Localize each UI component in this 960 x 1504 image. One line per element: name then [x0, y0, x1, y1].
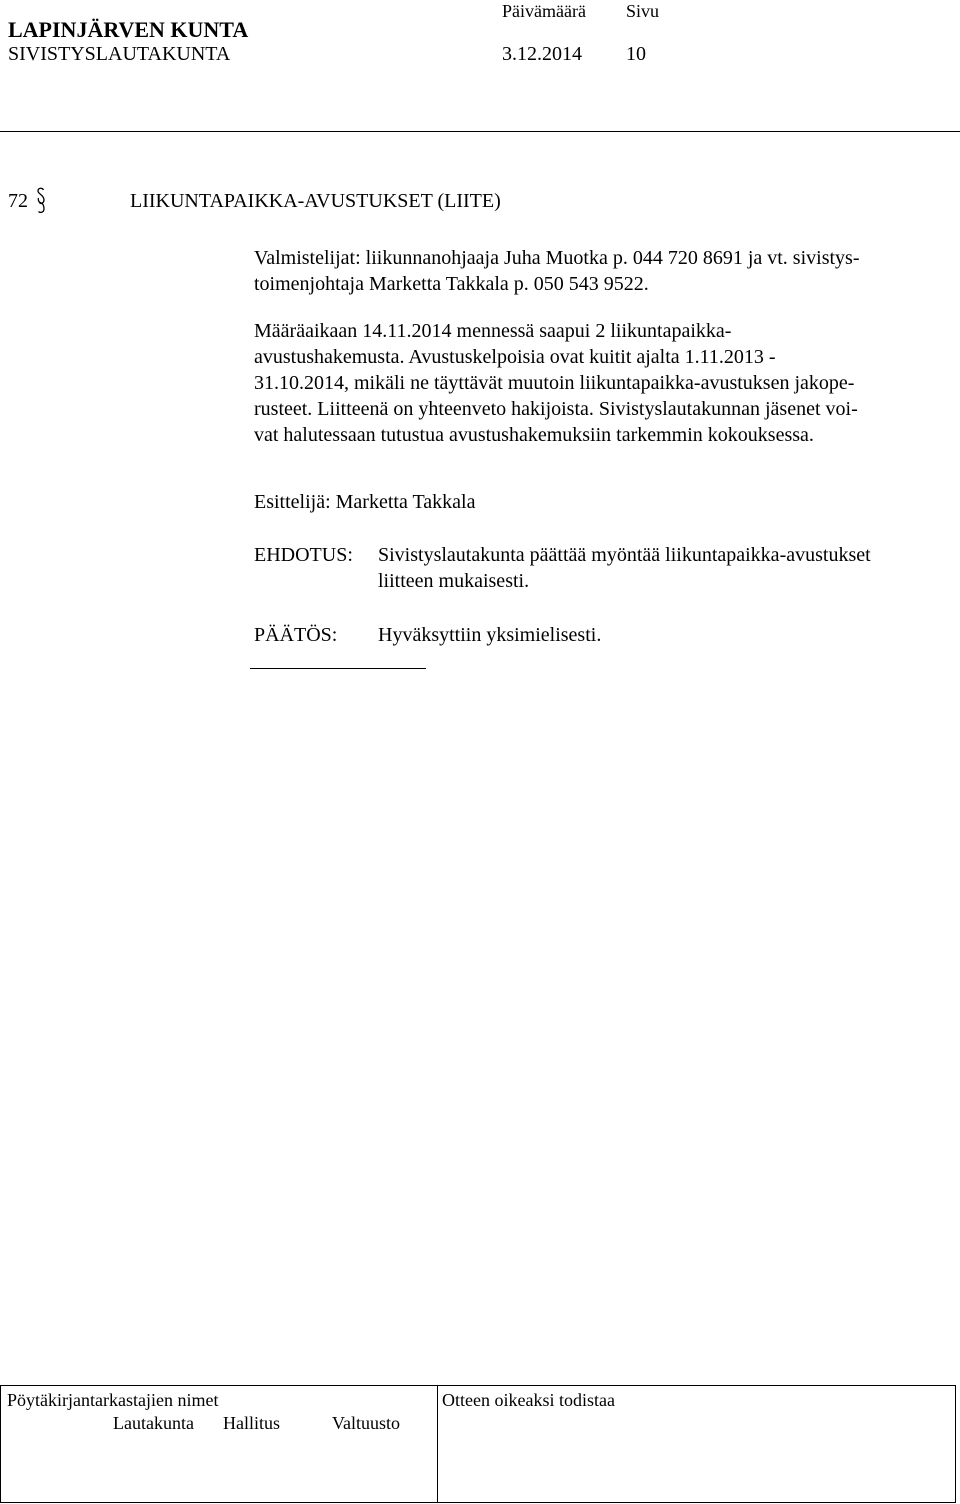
body-line: Määräaikaan 14.11.2014 mennessä saapui 2 liikuntapaikka- — [254, 320, 732, 342]
body-line: rusteet. Liitteenä on yhteenveto hakijoista. Sivistyslautakunnan jäsenet voi- — [254, 398, 858, 420]
department-name: SIVISTYSLAUTAKUNTA — [8, 43, 231, 65]
page-label: Sivu — [626, 1, 660, 21]
proposal-label: EHDOTUS: — [254, 544, 353, 566]
date-label: Päivämäärä — [502, 1, 586, 21]
end-rule — [250, 668, 426, 669]
preparers-paragraph — [254, 245, 954, 297]
footer-box — [0, 1385, 956, 1503]
certified-label: Otteen oikeaksi todistaa — [442, 1390, 615, 1410]
presenter: Esittelijä: Marketta Takkala — [254, 491, 476, 513]
organization-name: LAPINJÄRVEN KUNTA — [8, 17, 249, 42]
checkers-label: Pöytäkirjantarkastajien nimet — [7, 1390, 219, 1410]
decision-label: PÄÄTÖS: — [254, 624, 338, 646]
section-sign-icon — [36, 186, 46, 216]
decision-text: Hyväksyttiin yksimielisesti. — [378, 624, 602, 646]
council-label: Valtuusto — [332, 1413, 401, 1433]
document-date: 3.12.2014 — [502, 43, 582, 65]
page-number: 10 — [626, 43, 646, 65]
header-divider — [0, 131, 960, 132]
section-number: 72 — [8, 190, 28, 212]
proposal-text — [378, 542, 958, 594]
proposal-line: liitteen mukaisesti. — [378, 570, 530, 592]
board-label: Lautakunta — [113, 1413, 194, 1433]
preparers-line: toimenjohtaja Marketta Takkala p. 050 543 9522. — [254, 273, 649, 295]
body-line: vat halutessaan tutustua avustushakemuksiin tarkemmin kokouksessa. — [254, 424, 814, 446]
section-title: LIIKUNTAPAIKKA-AVUSTUKSET (LIITE) — [130, 190, 501, 212]
body-paragraph — [254, 318, 954, 448]
footer-divider — [437, 1386, 438, 1502]
government-label: Hallitus — [223, 1413, 280, 1433]
body-line: 31.10.2014, mikäli ne täyttävät muutoin liikuntapaikka-avustuksen jakope- — [254, 372, 855, 394]
body-line: avustushakemusta. Avustuskelpoisia ovat kuitit ajalta 1.11.2013 - — [254, 346, 776, 368]
proposal-line: Sivistyslautakunta päättää myöntää liikuntapaikka-avustukset — [378, 544, 871, 566]
preparers-line: Valmistelijat: liikunnanohjaaja Juha Muotka p. 044 720 8691 ja vt. sivistys- — [254, 247, 860, 269]
